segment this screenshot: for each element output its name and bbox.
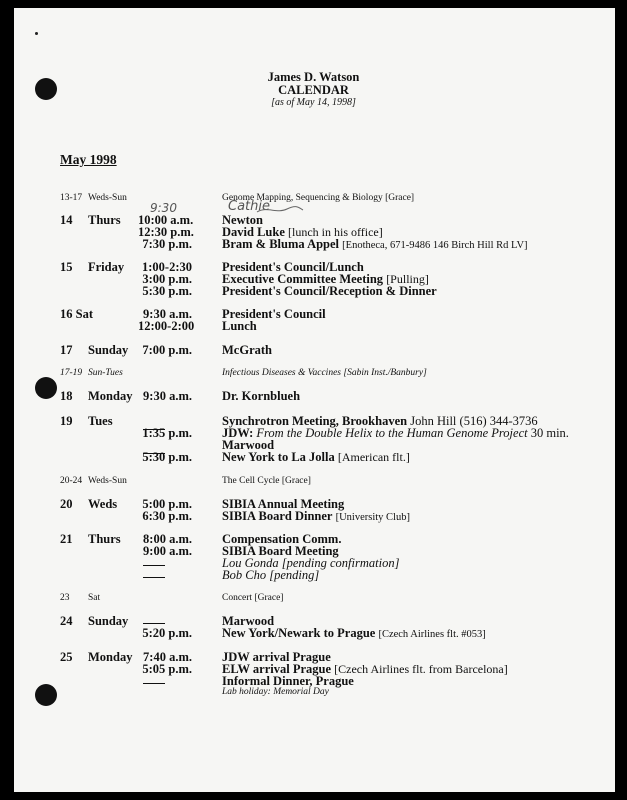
calendar-entry (0, 476, 627, 490)
event-text: JDW: From the Double Helix to the Human Genome Project 30 min. (222, 426, 569, 440)
event-title: Newton (222, 213, 263, 227)
event-time: 5:30 p.m. (142, 284, 192, 298)
event-text: Bob Cho [pending] (222, 568, 320, 582)
calendar-entry (0, 568, 627, 582)
calendar-entry (0, 450, 627, 464)
event-text: Executive Committee Meeting [Pulling] (222, 272, 429, 286)
day-name: Tues (88, 414, 113, 428)
event-time: 7:00 p.m. (142, 343, 192, 357)
event-time: 7:30 p.m. (142, 237, 192, 251)
handwritten-time: 9:30 (150, 201, 177, 215)
blank-line (143, 674, 165, 684)
event-title: JDW arrival Prague (222, 650, 331, 664)
event-title: Marwood (222, 438, 275, 452)
event-text: New York to La Jolla [American flt.] (222, 450, 410, 464)
date-number: 25 (60, 650, 73, 664)
event-time: 9:30 a.m. (143, 307, 192, 321)
calendar-entry (0, 193, 627, 207)
event-text: Synchrotron Meeting, Brookhaven John Hill (516) 344-3736 (222, 414, 538, 428)
event-note: Genome Mapping, Sequencing & Biology [Grace] (222, 193, 415, 203)
days-label: Weds-Sun (88, 193, 127, 203)
event-title: President's Council/Lunch (222, 260, 364, 274)
header-as-of: [as of May 14, 1998] (271, 97, 356, 108)
event-time: 7:40 a.m. (143, 650, 192, 664)
event-title: Compensation Comm. (222, 532, 342, 546)
event-time: 5:20 p.m. (142, 626, 192, 640)
day-name: Thurs (88, 213, 121, 227)
date-range: 23 (60, 593, 70, 603)
day-name: Monday (88, 389, 133, 403)
event-title: President's Council/Reception & Dinner (222, 284, 437, 298)
day-name: Sunday (88, 343, 129, 357)
calendar-entry (0, 687, 627, 701)
event-title: McGrath (222, 343, 272, 357)
day-name: Weds (88, 497, 118, 511)
event-title: SIBIA Board Meeting (222, 544, 339, 558)
event-title: Marwood (222, 614, 275, 628)
date-number: 16 Sat (60, 307, 93, 321)
blank-line (143, 568, 165, 578)
day-name: Friday (88, 260, 125, 274)
event-text: New York/Newark to Prague [Czech Airlines flt. #053] (222, 626, 486, 640)
blank-line (143, 556, 165, 566)
event-time: 8:00 a.m. (143, 532, 192, 546)
event-title: President's Council (222, 307, 326, 321)
event-title: Informal Dinner, Prague (222, 674, 354, 688)
event-time: 9:30 a.m. (143, 389, 192, 403)
calendar-entry (0, 626, 627, 640)
date-range: 17-19 (60, 368, 83, 378)
event-text: Bram & Bluma Appel [Enotheca, 671-9486 146 Birch Hill Rd LV] (222, 237, 528, 251)
days-label: Weds-Sun (88, 476, 127, 486)
event-time: 12:30 p.m. (138, 225, 194, 239)
calendar-entry (0, 389, 627, 403)
date-number: 21 (60, 532, 73, 546)
calendar-entry (0, 674, 627, 688)
date-number: 20 (60, 497, 73, 511)
blank-line (143, 614, 165, 624)
event-time: 3:00 p.m. (142, 272, 192, 286)
event-text: Lou Gonda [pending confirmation] (222, 556, 400, 570)
event-time: 6:30 p.m. (142, 509, 192, 523)
event-time: 5:05 p.m. (142, 662, 192, 676)
event-time: 10:00 a.m. (138, 213, 194, 227)
date-number: 18 (60, 389, 73, 403)
handwritten-name: Cathie (228, 199, 270, 214)
calendar-entry (0, 509, 627, 523)
day-name: Sunday (88, 614, 129, 628)
day-name: Thurs (88, 532, 121, 546)
event-time: 5:30 p.m. (142, 450, 192, 464)
calendar-entry (0, 284, 627, 298)
date-number: 17 (60, 343, 73, 357)
event-time: 1:35 p.m. (142, 426, 192, 440)
day-name: Monday (88, 650, 133, 664)
event-title: SIBIA Annual Meeting (222, 497, 345, 511)
event-text: ELW arrival Prague [Czech Airlines flt. from Barcelona] (222, 662, 508, 676)
speck-mark (35, 32, 38, 35)
event-time: 1:00-2:30 (142, 260, 192, 274)
date-number: 14 (60, 213, 73, 227)
event-title: Lunch (222, 319, 257, 333)
date-range: 20-24 (60, 476, 83, 486)
date-number: 15 (60, 260, 73, 274)
calendar-entry (0, 343, 627, 357)
event-note: Lab holiday: Memorial Day (222, 687, 329, 697)
header-name: James D. Watson (267, 70, 360, 84)
calendar-entry (0, 319, 627, 333)
event-note: The Cell Cycle [Grace] (222, 476, 311, 486)
event-time: 5:00 p.m. (142, 497, 192, 511)
date-number: 19 (60, 414, 73, 428)
date-number: 24 (60, 614, 73, 628)
event-note: Infectious Diseases & Vaccines [Sabin Inst./Banbury] (222, 368, 427, 378)
days-label: Sun-Tues (88, 368, 123, 378)
days-label: Sat (88, 593, 101, 603)
calendar-entry (0, 593, 627, 607)
month-heading: May 1998 (60, 152, 117, 167)
event-time: 9:00 a.m. (143, 544, 192, 558)
date-range: 13-17 (60, 193, 83, 203)
event-text: David Luke [lunch in his office] (222, 225, 383, 239)
header-title: CALENDAR (278, 83, 349, 97)
event-time: 12:00-2:00 (138, 319, 195, 333)
calendar-entry (0, 368, 627, 382)
event-title: Dr. Kornblueh (222, 389, 301, 403)
calendar-entry (0, 237, 627, 251)
event-note: Concert [Grace] (222, 593, 284, 603)
event-text: SIBIA Board Dinner [University Club] (222, 509, 410, 523)
